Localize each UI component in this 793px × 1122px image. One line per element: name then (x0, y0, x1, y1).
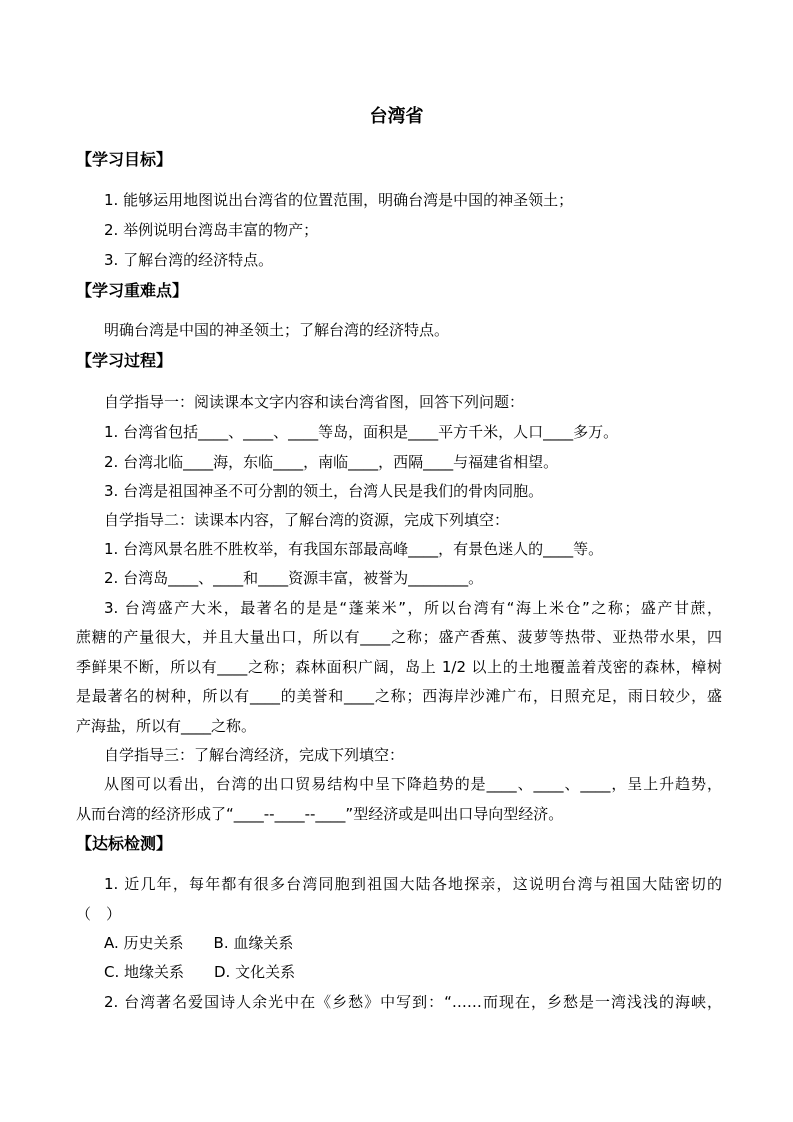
question-1-line-2: （ ） (76, 905, 122, 923)
page-title: 台湾省 (369, 106, 424, 127)
guide-2-item-3-line-3: 季鲜果不断，所以有____之称；森林面积广阔，岛上 1/2 以上的土地覆盖着茂密的森林，樟树 (76, 658, 722, 676)
question-1-line-1: 1. 近几年，每年都有很多台湾同胞到祖国大陆各地探亲，这说明台湾与祖国大陆密切的 (104, 875, 722, 893)
goal-item-3: 3. 了解台湾的经济特点。 (104, 251, 274, 269)
keypoints-text: 明确台湾是中国的神圣领土；了解台湾的经济特点。 (104, 321, 450, 339)
guide-1: 自学指导一：阅读课本文字内容和读台湾省图，回答下列问题： (104, 393, 525, 411)
guide-2-item-3-line-4: 是最著名的树种，所以有____的美誉和____之称；西海岸沙滩广布，日照充足，雨日较少，盛 (76, 687, 722, 705)
guide-2: 自学指导二：读课本内容，了解台湾的资源，完成下列填空： (104, 511, 510, 529)
guide-2-item-3-line-2: 蔗糖的产量很大，并且大量出口，所以有____之称；盛产香蕉、菠萝等热带、亚热带水果，四 (76, 628, 722, 646)
guide-2-item-2: 2. 台湾岛____、____和____资源丰富，被誉为________。 (104, 569, 484, 587)
question-1-options-ab: A. 历史关系 B. 血缘关系 (104, 934, 294, 952)
guide-3-line-2: 从而台湾的经济形成了“____--____--____”型经济或是叫出口导向型经济。 (76, 805, 564, 823)
heading-keypoints: 【学习重难点】 (76, 281, 189, 300)
heading-goals: 【学习目标】 (76, 150, 173, 169)
goal-item-2: 2. 举例说明台湾岛丰富的物产； (104, 221, 319, 239)
guide-2-item-1: 1. 台湾风景名胜不胜枚举，有我国东部最高峰____，有景色迷人的____等。 (104, 540, 604, 558)
guide-1-item-3: 3. 台湾是祖国神圣不可分割的领土，台湾人民是我们的骨肉同胞。 (104, 482, 544, 500)
goal-item-1: 1. 能够运用地图说出台湾省的位置范围，明确台湾是中国的神圣领土； (104, 191, 574, 209)
guide-2-item-3-line-1: 3. 台湾盛产大米，最著名的是是“蓬莱米”，所以台湾有“海上米仓”之称；盛产甘蔗， (104, 599, 722, 617)
question-2-line-1: 2. 台湾著名爱国诗人余光中在《乡愁》中写到：“……而现在，乡愁是一湾浅浅的海峡， (104, 993, 722, 1011)
guide-1-item-2: 2. 台湾北临____海，东临____，南临____，西隔____与福建省相望。 (104, 453, 559, 471)
guide-1-item-1: 1. 台湾省包括____、____、____等岛，面积是____平方千米，人口____多万。 (104, 423, 619, 441)
question-1-options-cd: C. 地缘关系 D. 文化关系 (104, 963, 296, 981)
guide-2-item-3-line-5: 产海盐，所以有____之称。 (76, 717, 257, 735)
guide-3: 自学指导三：了解台湾经济，完成下列填空： (104, 746, 405, 764)
heading-process: 【学习过程】 (76, 351, 173, 370)
guide-3-line-1: 从图可以看出，台湾的出口贸易结构中呈下降趋势的是____、____、____，呈上升趋势， (104, 775, 722, 793)
heading-test: 【达标检测】 (76, 834, 173, 853)
